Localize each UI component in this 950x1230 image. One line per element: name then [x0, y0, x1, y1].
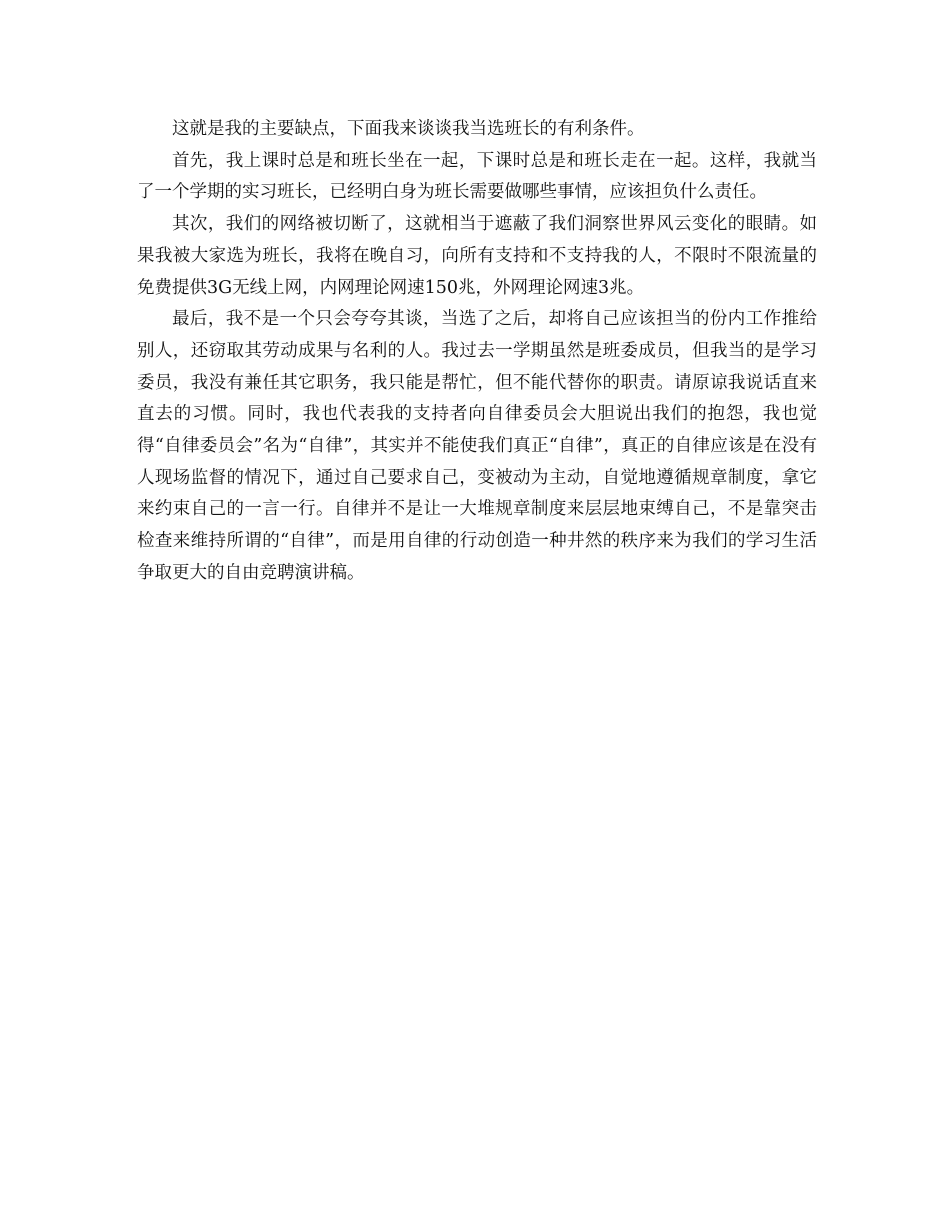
document-body [137, 114, 817, 590]
paragraph-shortcomings-transition: 这就是我的主要缺点，下面我来谈谈我当选班长的有利条件。 [172, 119, 645, 139]
paragraph-last-advantage: 最后，我不是一个只会夸夸其谈，当选了之后，却将自己应该担当的份内工作推给别人，还窃取其劳动成果与名利的人。我过去一学期虽然是班委成员，但我当的是学习委员，我没有兼任其它职务，我只能是帮忙，但不能代替你的职责。请原谅我说话直来直去的习惯。同时，我也代表我的支持者向自律委员会大胆说出我们的抱怨，我也觉得“自律委员会”名为“自律”，其实并不能使我们真正“自律”，真正的自律应该是在没有人现场监督的情况下，通过自己要求自己，变被动为主动，自觉地遵循规章制度，拿它来约束自己的一言一行。自律并不是让一大堆规章制度来层层地束缚自己，不是靠突击检查来维持所谓的“自律”，而是用自律的行动创造一种井然的秩序来为我们的学习生活争取更大的自由竞聘演讲稿。 [137, 309, 817, 583]
paragraph-first-advantage: 首先，我上课时总是和班长坐在一起，下课时总是和班长走在一起。这样，我就当了一个学期的实习班长，已经明白身为班长需要做哪些事情，应该担负什么责任。 [137, 150, 817, 203]
paragraph-second-advantage: 其次，我们的网络被切断了，这就相当于遮蔽了我们洞察世界风云变化的眼睛。如果我被大家选为班长，我将在晚自习，向所有支持和不支持我的人，不限时不限流量的免费提供3G无线上网，内网理论网速150兆，外网理论网速3兆。 [137, 214, 817, 298]
